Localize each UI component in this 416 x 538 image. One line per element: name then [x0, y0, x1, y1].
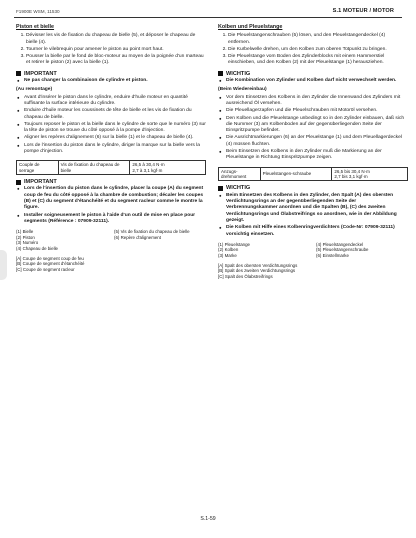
cut-legend-fr	[16, 256, 206, 273]
torque-label: Anzugs-drehmoment	[219, 167, 261, 181]
torque-item: Vis de fixation du chapeau de bielle	[58, 161, 130, 175]
reassembly-item: ● Toujours reposer le piston et la bielle dans le cylindre de sorte que le numéro (3) sur la tête de piston se trouve du côté opposé à la pompe d'injection.	[24, 122, 206, 135]
header-divider	[14, 17, 402, 18]
important-list	[16, 78, 206, 84]
legend-item: [C] Coupe de segment racleur	[16, 266, 75, 272]
legend-item: [A] Spalt des obersten Verdichtungsrings	[218, 262, 298, 268]
reassembly-item: ● Lors de l'insertion du piston dans le cylindre, diriger la marque sur la bielle vers la pompe d'injection.	[24, 143, 206, 156]
legend-item: (6) Einstellmarke	[316, 253, 349, 259]
cut-legend-de	[218, 263, 408, 280]
important-heading: WICHTIG	[218, 185, 408, 191]
page-number: S.1-59	[200, 516, 216, 522]
legend-item: [A] Coupe de segment coup de feu	[16, 255, 84, 261]
step-item: 3. Die Pleuelstange vom Boden des Zylinderblocks mit einem Hammerstiel einschieben, und den Kolben (2) mit der Pleuelstange (1) herausziehen.	[228, 54, 408, 67]
legend-item: (4) Pleuelstangendeckel	[316, 241, 364, 247]
reassembly-title-de: (Beim Wiedereinbau)	[218, 87, 267, 93]
legend-item: (6) Repère d'alignement	[114, 234, 161, 240]
step-item: 2. Tourner le vilebrequin pour amener le piston au point mort haut.	[26, 47, 206, 53]
reassembly-item: ● Aligner les repères d'alignement (6) sur la bielle (1) et le chapeau de bielle (4).	[24, 135, 206, 141]
legend-item: (4) Chapeau de bielle	[16, 246, 58, 252]
important-item: ● Die Kolben mit Hilfe eines Kolbenringverdichters (Code-Nr: 07909-32111) vorsichtig einsetzen.	[226, 225, 408, 238]
legend-item: (1) Pleuelstange	[218, 241, 250, 247]
section-title-de: Kolben und Pleuelstange	[218, 24, 283, 30]
header-doc-code: F1900E WSM, 11530	[16, 9, 60, 14]
step-item: 3. Pousser la bielle par le fond de bloc-moteur au moyen de la poignée d'un marteau et retirer le piston (2) avec la bielle (1).	[26, 54, 206, 67]
important-item: ● Installer soigneusement le piston à l'aide d'un outil de mise en place pour segments (Référence : 07909-32111).	[24, 213, 206, 226]
torque-label: Couple de serrage	[17, 161, 59, 175]
section-title-fr: Piston et bielle	[16, 24, 55, 30]
torque-item: Pleuelstangen-schraube	[260, 167, 332, 181]
important-item: ● Lors de l'insertion du piston dans le cylindre, placer la coupe (A) du segment coup de feu du côté opposé à la chambre de combustion; décaler les coupes (B) et (C) du segment d'étanchéité et du segment racleur comme le montre la figure.	[24, 186, 206, 211]
reassembly-item: ● Avant d'insérer le piston dans le cylindre, enduire d'huile moteur en quantité suffisante la surface intérieure du cylindre.	[24, 95, 206, 108]
legend-item: (2) Kolben	[218, 247, 239, 253]
torque-table-de	[218, 167, 408, 182]
torque-value: 26,5 à 30,4 N·m 2,7 à 3,1 kgf·m	[130, 161, 206, 175]
reassembly-list-de	[218, 95, 408, 162]
steps-list-fr	[16, 33, 206, 66]
scan-mark	[0, 250, 7, 280]
reassembly-list-fr	[16, 95, 206, 156]
square-bullet-icon	[218, 186, 223, 191]
german-column	[218, 22, 408, 279]
legend-item: [C] Spalt des Ölabstreifrings	[218, 273, 273, 279]
torque-table-fr	[16, 160, 206, 175]
legend-item: (5) Pleuelstangenschraube	[316, 247, 369, 253]
important-list	[16, 186, 206, 225]
legend-item: (3) Numéro	[16, 240, 39, 246]
step-item: 2. Die Kurbelwelle drehen, um den Kolben zum oberen Totpunkt zu bringen.	[228, 47, 408, 53]
legend-item: (2) Piston	[16, 234, 35, 240]
important-item: ● Beim Einsetzen des Kolbens in den Zylinder, den Spalt (A) des obersten Verdichtungsrings an der gegenüberliegenden Seite der Verbrennungskammer anordnen und die Spalten (B), (C) des zweiten Verdichtungsrings und Ölabstreifrings so anordnen, wie in der Abbildung gezeigt.	[226, 193, 408, 224]
parts-legend-de	[218, 242, 408, 259]
reassembly-item: ● Enduire d'huile moteur les coussinets de tête de bielle et les vis de fixation du chapeau de bielle.	[24, 108, 206, 121]
french-column	[16, 22, 206, 272]
reassembly-item: ● Die Ausrichtmarkierungen (6) an der Pleuelstange (1) und dem Pleuellagerdeckel (4) müssen fluchten.	[226, 135, 408, 148]
reassembly-item: ● Die Pleuellagerzapfen und die Pleuelschrauben mit Motoröl versehen.	[226, 108, 408, 114]
reassembly-item: ● Beim Einsetzen des Kolbens in den Zylinder muß die Markierung an der Pleuelstange in Richtung Einspritzpumpe zeigen.	[226, 149, 408, 162]
legend-item	[114, 246, 206, 252]
important-item: ● Ne pas changer la combinaison de cylindre et piston.	[24, 78, 206, 84]
legend-item: (1) Bielle	[16, 229, 34, 235]
important-item: ● Die Kombination von Zylinder und Kolben darf nicht verwechselt werden.	[226, 78, 408, 84]
reassembly-title-fr: (Au remontage)	[16, 87, 53, 93]
reassembly-item: ● Den Kolben und die Pleuelstange unbedingt so in den Zylinder einbauen, daß sich die Nummer (3) am Kolbenboden auf der gegenüberliegenden Seite der Einspritzpumpe befindet.	[226, 116, 408, 135]
legend-item: [B] Spalt des zweiten Verdichtungsrings	[218, 268, 296, 274]
legend-item: (3) Marke	[218, 253, 237, 259]
legend-item: [B] Coupe de segment d'étanchéité	[16, 261, 85, 267]
important-heading: IMPORTANT	[16, 179, 206, 185]
reassembly-item: ● Vor dem Einsetzen des Kolbens in den Zylinder die Innenwand des Zylinders mit ausreichend Öl versehen.	[226, 95, 408, 108]
important-heading: IMPORTANT	[16, 71, 206, 77]
important-heading: WICHTIG	[218, 71, 408, 77]
square-bullet-icon	[16, 71, 21, 76]
parts-legend-fr	[16, 229, 206, 251]
step-item: 1. Die Pleuelstangenschrauben (5) lösen, und den Pleuelstangendeckel (4) entfernen.	[228, 33, 408, 46]
square-bullet-icon	[16, 180, 21, 185]
legend-item: (5) Vis de fixation du chapeau de bielle	[114, 229, 190, 235]
header-section-title: S.1 MOTEUR / MOTOR	[332, 8, 394, 14]
important-list	[218, 78, 408, 84]
step-item: 1. Dévisser les vis de fixation du chapeau de bielle (5), et déposer le chapeau de bielle (4).	[26, 33, 206, 46]
torque-value: 26,5 bis 30,4 N·m 2,7 bis 3,1 kgf·m	[332, 167, 408, 181]
steps-list-de	[218, 33, 408, 66]
square-bullet-icon	[218, 71, 223, 76]
important-list	[218, 193, 408, 238]
